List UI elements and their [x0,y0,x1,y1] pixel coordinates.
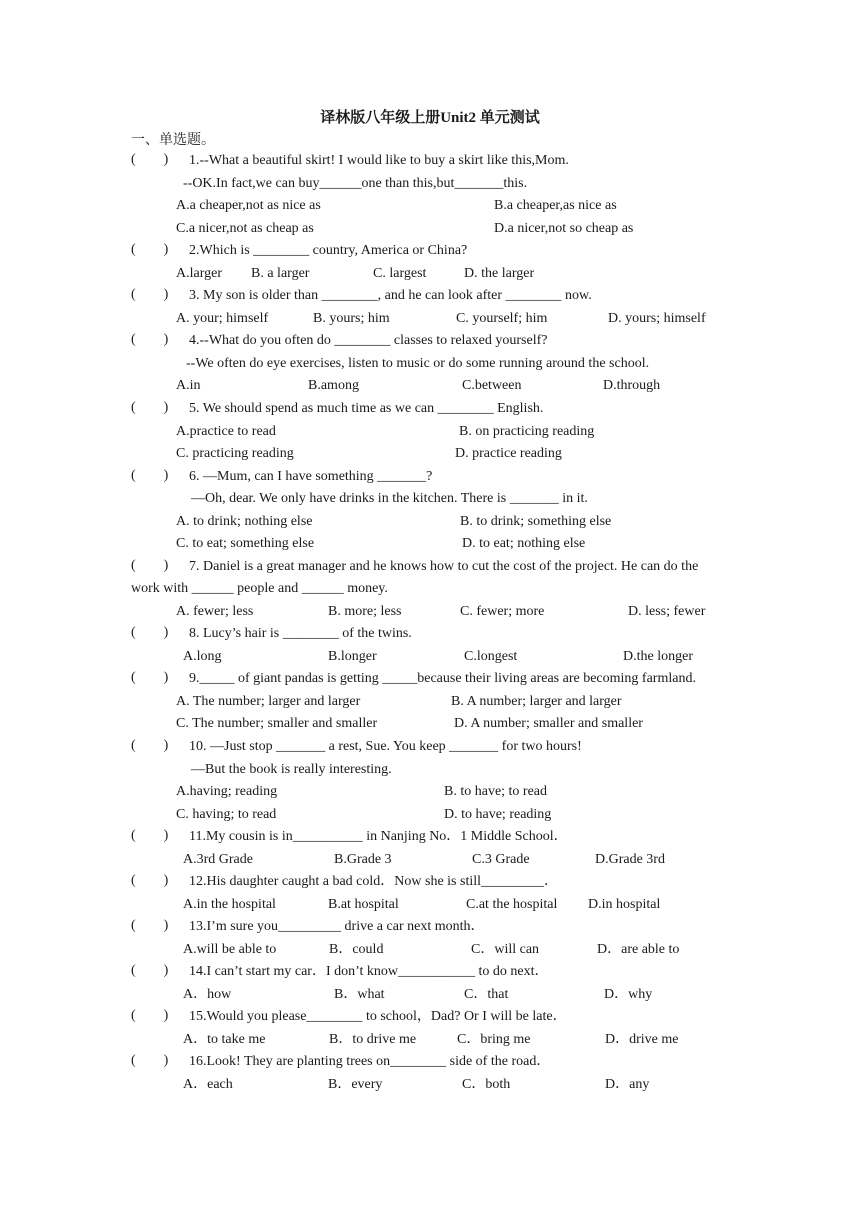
question-stem-q10: 10. —Just stop _______ a rest, Sue. You keep _______ for two hours! [189,739,582,754]
option-q15-a[interactable]: A．to take me [183,1032,266,1047]
question-stem-q9: 9._____ of giant pandas is getting _____because their living areas are becoming farmland. [189,671,696,686]
option-q5-c[interactable]: C. practicing reading [176,446,294,461]
option-q1-d[interactable]: D.a nicer,not so cheap as [494,221,634,236]
answer-blank-q2[interactable]: ( ) [131,242,169,257]
question-subline-q1: --OK.In fact,we can buy______one than this,but_______this. [183,176,528,191]
answer-blank-q14[interactable]: ( ) [131,963,169,978]
option-q6-c[interactable]: C. to eat; something else [176,536,315,551]
option-q5-b[interactable]: B. on practicing reading [459,424,595,439]
option-q11-c[interactable]: C.3 Grade [472,852,530,867]
option-q7-b[interactable]: B. more; less [328,604,402,619]
option-q9-d[interactable]: D. A number; smaller and smaller [454,716,643,731]
answer-blank-q15[interactable]: ( ) [131,1008,169,1023]
option-q10-c[interactable]: C. having; to read [176,807,277,822]
question-stem-q4: 4.--What do you often do ________ classes to relaxed yourself? [189,333,548,348]
option-q15-b[interactable]: B．to drive me [329,1032,417,1047]
option-q6-b[interactable]: B. to drink; something else [460,514,612,529]
option-q13-d[interactable]: D．are able to [597,942,680,957]
option-q5-a[interactable]: A.practice to read [176,424,276,439]
option-q9-a[interactable]: A. The number; larger and larger [176,694,361,709]
question-subline-q10: —But the book is really interesting. [191,762,392,777]
answer-blank-q1[interactable]: ( ) [131,152,169,167]
option-q11-b[interactable]: B.Grade 3 [334,852,392,867]
option-q11-d[interactable]: D.Grade 3rd [595,852,665,867]
option-q3-a[interactable]: A. your; himself [176,311,269,326]
page-title: 译林版八年级上册Unit2 单元测试 [320,110,540,126]
question-stem-q5: 5. We should spend as much time as we can ________ English. [189,401,544,416]
option-q10-b[interactable]: B. to have; to read [444,784,548,799]
option-q12-b[interactable]: B.at hospital [328,897,399,912]
answer-blank-q3[interactable]: ( ) [131,287,169,302]
question-stem-q15: 15.Would you please________ to school，Dad? Or I will be late． [189,1009,567,1024]
option-q15-d[interactable]: D．drive me [605,1032,679,1047]
option-q14-c[interactable]: C．that [464,987,509,1002]
question-stem-q11: 11.My cousin is in__________ in Nanjing No．1 Middle School． [189,829,568,844]
answer-blank-q13[interactable]: ( ) [131,918,169,933]
option-q16-c[interactable]: C．both [462,1077,511,1092]
option-q15-c[interactable]: C．bring me [457,1032,531,1047]
option-q9-c[interactable]: C. The number; smaller and smaller [176,716,378,731]
option-q2-c[interactable]: C. largest [373,266,427,281]
answer-blank-q7[interactable]: ( ) [131,558,169,573]
option-q5-d[interactable]: D. practice reading [455,446,562,461]
option-q12-c[interactable]: C.at the hospital [466,897,558,912]
option-q7-a[interactable]: A. fewer; less [176,604,254,619]
option-q16-d[interactable]: D．any [605,1077,650,1092]
option-q14-d[interactable]: D．why [604,987,653,1002]
option-q6-a[interactable]: A. to drink; nothing else [176,514,313,529]
question-continuation-q7: work with ______ people and ______ money. [131,581,388,596]
option-q14-b[interactable]: B．what [334,987,385,1002]
option-q4-a[interactable]: A.in [176,378,201,393]
option-q8-b[interactable]: B.longer [328,649,377,664]
option-q4-b[interactable]: B.among [308,378,359,393]
question-subline-q4: --We often do eye exercises, listen to music or do some running around the school. [186,356,650,371]
option-q10-a[interactable]: A.having; reading [176,784,278,799]
answer-blank-q12[interactable]: ( ) [131,873,169,888]
answer-blank-q8[interactable]: ( ) [131,625,169,640]
option-q3-c[interactable]: C. yourself; him [456,311,548,326]
option-q14-a[interactable]: A．how [183,987,232,1002]
option-q8-d[interactable]: D.the longer [623,649,693,664]
option-q13-c[interactable]: C．will can [471,942,540,957]
option-q6-d[interactable]: D. to eat; nothing else [462,536,586,551]
answer-blank-q4[interactable]: ( ) [131,332,169,347]
option-q2-a[interactable]: A.larger [176,266,222,281]
option-q4-c[interactable]: C.between [462,378,522,393]
answer-blank-q16[interactable]: ( ) [131,1053,169,1068]
option-q1-b[interactable]: B.a cheaper,as nice as [494,198,617,213]
section-heading: 一、单选题。 [131,133,215,148]
question-stem-q3: 3. My son is older than ________, and he can look after ________ now. [189,288,592,303]
option-q8-c[interactable]: C.longest [464,649,518,664]
option-q8-a[interactable]: A.long [183,649,222,664]
question-stem-q16: 16.Look! They are planting trees on________ side of the road． [189,1054,551,1069]
option-q4-d[interactable]: D.through [603,378,661,393]
answer-blank-q9[interactable]: ( ) [131,670,169,685]
option-q12-a[interactable]: A.in the hospital [183,897,276,912]
question-stem-q6: 6. —Mum, can I have something _______? [189,469,433,484]
answer-blank-q10[interactable]: ( ) [131,738,169,753]
question-subline-q6: —Oh, dear. We only have drinks in the kitchen. There is _______ in it. [191,491,588,506]
question-stem-q13: 13.I’m sure you_________ drive a car next month． [189,919,485,934]
option-q1-a[interactable]: A.a cheaper,not as nice as [176,198,321,213]
option-q13-a[interactable]: A.will be able to [183,942,277,957]
option-q7-c[interactable]: C. fewer; more [460,604,545,619]
option-q16-a[interactable]: A．each [183,1077,233,1092]
answer-blank-q6[interactable]: ( ) [131,468,169,483]
question-stem-q2: 2.Which is ________ country, America or China? [189,243,468,258]
option-q13-b[interactable]: B．could [329,942,384,957]
option-q7-d[interactable]: D. less; fewer [628,604,706,619]
question-stem-q12: 12.His daughter caught a bad cold．Now she is still_________． [189,874,559,889]
option-q9-b[interactable]: B. A number; larger and larger [451,694,622,709]
option-q10-d[interactable]: D. to have; reading [444,807,552,822]
question-stem-q8: 8. Lucy’s hair is ________ of the twins. [189,626,412,641]
option-q3-d[interactable]: D. yours; himself [608,311,706,326]
option-q16-b[interactable]: B．every [328,1077,383,1092]
option-q2-d[interactable]: D. the larger [464,266,535,281]
question-stem-q7: 7. Daniel is a great manager and he knows how to cut the cost of the project. He can do the [189,559,699,574]
question-stem-q1: 1.--What a beautiful skirt! I would like to buy a skirt like this,Mom. [189,153,569,168]
option-q11-a[interactable]: A.3rd Grade [183,852,253,867]
option-q3-b[interactable]: B. yours; him [313,311,390,326]
answer-blank-q5[interactable]: ( ) [131,400,169,415]
answer-blank-q11[interactable]: ( ) [131,828,169,843]
option-q2-b[interactable]: B. a larger [251,266,310,281]
option-q1-c[interactable]: C.a nicer,not as cheap as [176,221,314,236]
question-stem-q14: 14.I can’t start my car．I don’t know___________ to do next． [189,964,549,979]
option-q12-d[interactable]: D.in hospital [588,897,661,912]
